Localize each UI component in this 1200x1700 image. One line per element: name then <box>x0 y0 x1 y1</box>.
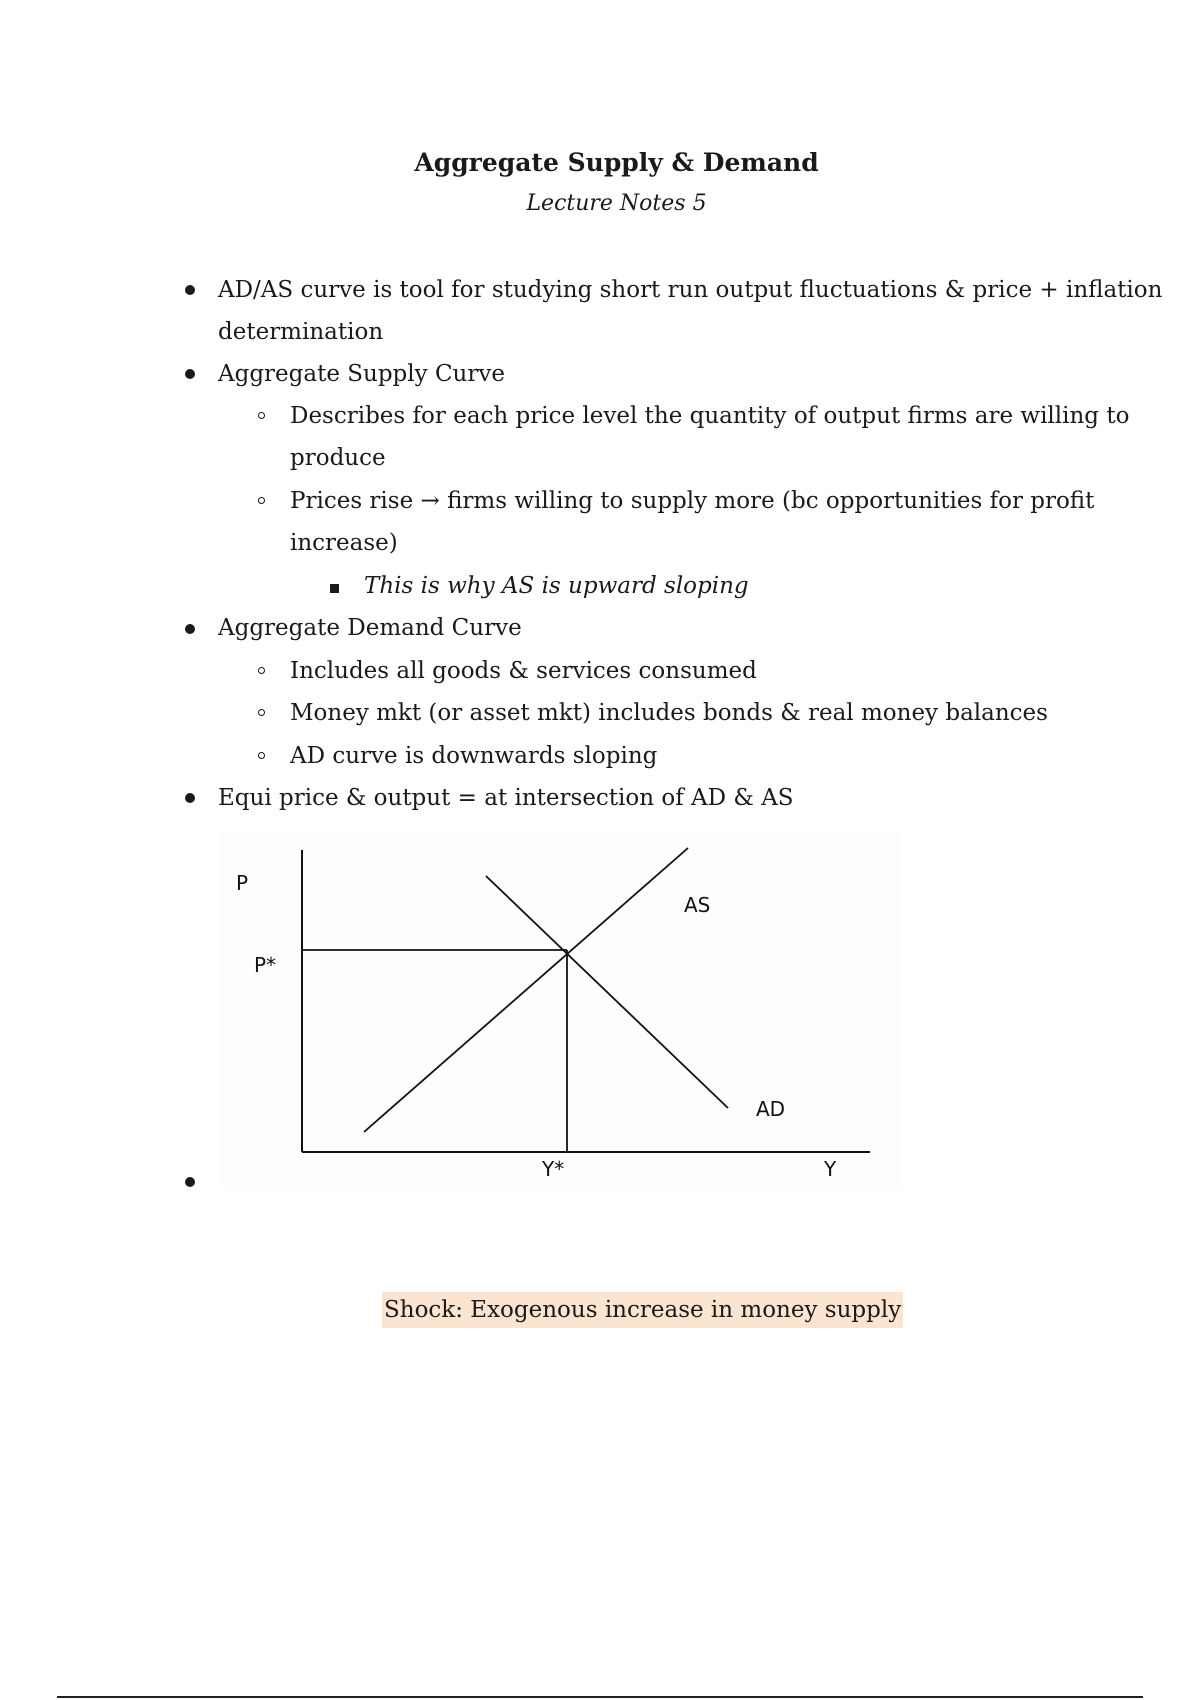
as-label: AS <box>684 893 711 917</box>
bullet-dot <box>185 285 195 295</box>
sub-sub-bullet-square <box>330 584 339 593</box>
note-prices-rise-line1: Prices rise → firms willing to supply more (bc opportunities for profit <box>290 488 1095 514</box>
ad-label: AD <box>756 1097 786 1121</box>
adas-graph <box>222 830 902 1190</box>
sub-bullet-circle <box>258 667 265 674</box>
shock-heading: Shock: Exogenous increase in money supply <box>382 1292 903 1328</box>
footer-divider <box>57 1696 1143 1698</box>
sub-bullet-circle <box>258 497 265 504</box>
note-ad-includes: Includes all goods & services consumed <box>290 658 757 684</box>
note-equilibrium: Equi price & output = at intersection of AD & AS <box>218 785 794 811</box>
as-curve <box>364 848 688 1132</box>
output-eq-label: Y* <box>542 1157 565 1181</box>
note-adas-tool-line2: determination <box>218 319 384 345</box>
sub-bullet-circle <box>258 709 265 716</box>
bullet-dot <box>185 369 195 379</box>
note-ad-curve: Aggregate Demand Curve <box>218 615 522 641</box>
note-as-describes-line2: produce <box>290 445 386 471</box>
note-as-describes-line1: Describes for each price level the quantity of output firms are willing to <box>290 403 1130 429</box>
price-eq-label: P* <box>254 953 277 977</box>
sub-bullet-circle <box>258 412 265 419</box>
note-ad-downward: AD curve is downwards sloping <box>290 743 658 769</box>
sub-bullet-circle <box>258 752 265 759</box>
bullet-dot <box>185 624 195 634</box>
page-subtitle: Lecture Notes 5 <box>526 191 707 216</box>
note-adas-tool-line1: AD/AS curve is tool for studying short run output fluctuations & price + inflation <box>218 277 1163 303</box>
note-upward-sloping: This is why AS is upward sloping <box>364 573 749 599</box>
x-axis-label: Y <box>824 1157 837 1181</box>
note-money-mkt: Money mkt (or asset mkt) includes bonds & real money balances <box>290 700 1048 726</box>
page-title: Aggregate Supply & Demand <box>414 148 819 177</box>
y-axis-label: P <box>236 871 249 895</box>
note-prices-rise-line2: increase) <box>290 530 398 556</box>
bullet-dot <box>185 793 195 803</box>
adas-graph-svg <box>222 830 902 1190</box>
bullet-dot <box>185 1177 195 1187</box>
note-as-curve: Aggregate Supply Curve <box>218 361 505 387</box>
